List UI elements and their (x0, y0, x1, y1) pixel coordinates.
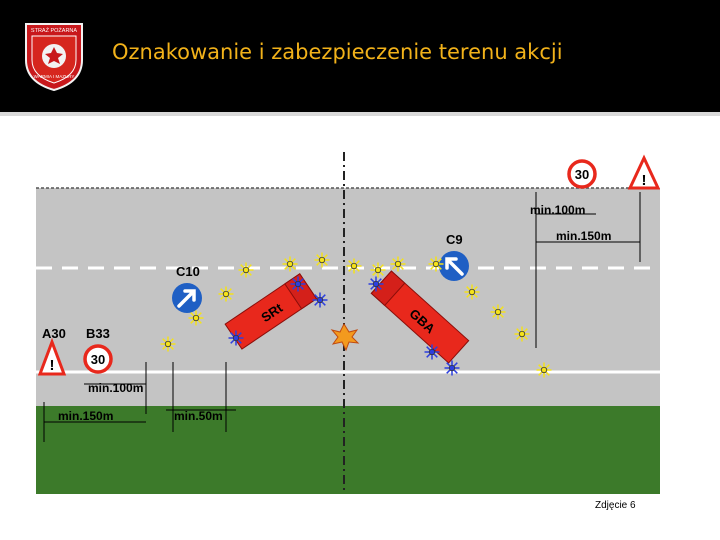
blue-light-icon (425, 345, 440, 360)
speed-limit-sign-icon (85, 346, 111, 372)
speed-limit-sign-icon (569, 161, 595, 187)
beacon-light-icon (537, 363, 552, 378)
beacon-light-icon (315, 253, 330, 268)
beacon-light-icon (239, 263, 254, 278)
beacon-light-icon (429, 257, 444, 272)
label-left-50: min.50m (174, 409, 223, 423)
scene-diagram (36, 152, 660, 494)
blue-light-icon (313, 293, 328, 308)
blue-light-icon (291, 277, 306, 292)
beacon-light-icon (347, 259, 362, 274)
beacon-light-icon (371, 263, 386, 278)
label-right-100: min.100m (530, 203, 586, 217)
beacon-light-icon (161, 337, 176, 352)
svg-text:!: ! (49, 357, 55, 374)
label-c9: C9 (446, 232, 463, 247)
speed-value-right: 30 (574, 167, 590, 182)
logo-text-top: STRAŻ POŻARNA (30, 28, 78, 34)
label-left-150: min.150m (58, 409, 114, 423)
vehicle-label-srt: SRt (258, 300, 286, 326)
slide-caption: Zdjęcie 6 (595, 500, 636, 511)
blue-light-icon (445, 361, 460, 376)
label-right-150: min.150m (556, 229, 612, 243)
beacon-light-icon (465, 285, 480, 300)
grass-verge (36, 406, 660, 494)
speed-value-left: 30 (90, 352, 106, 367)
svg-text:!: ! (641, 172, 647, 189)
vehicle-label-gba: GBA (406, 305, 439, 337)
beacon-light-icon (391, 257, 406, 272)
roadside-top (36, 152, 660, 188)
blue-light-icon (229, 331, 244, 346)
beacon-light-icon (219, 287, 234, 302)
label-b33: B33 (86, 326, 110, 341)
header-divider (0, 112, 720, 116)
beacon-light-icon (515, 327, 530, 342)
slide-title: Oznakowanie i zabezpieczenie terenu akcji (112, 40, 563, 64)
logo-text-bottom: WARMIA I MAZURY (33, 74, 75, 79)
beacon-light-icon (189, 311, 204, 326)
blue-light-icon (369, 277, 384, 292)
beacon-light-icon (491, 305, 506, 320)
arrow-sign-icon (172, 283, 202, 313)
fire-brigade-logo (18, 20, 90, 92)
label-a30: A30 (42, 326, 66, 341)
label-left-100: min.100m (88, 381, 144, 395)
label-c10: C10 (176, 264, 200, 279)
beacon-light-icon (283, 257, 298, 272)
arrow-sign-icon (439, 251, 469, 281)
